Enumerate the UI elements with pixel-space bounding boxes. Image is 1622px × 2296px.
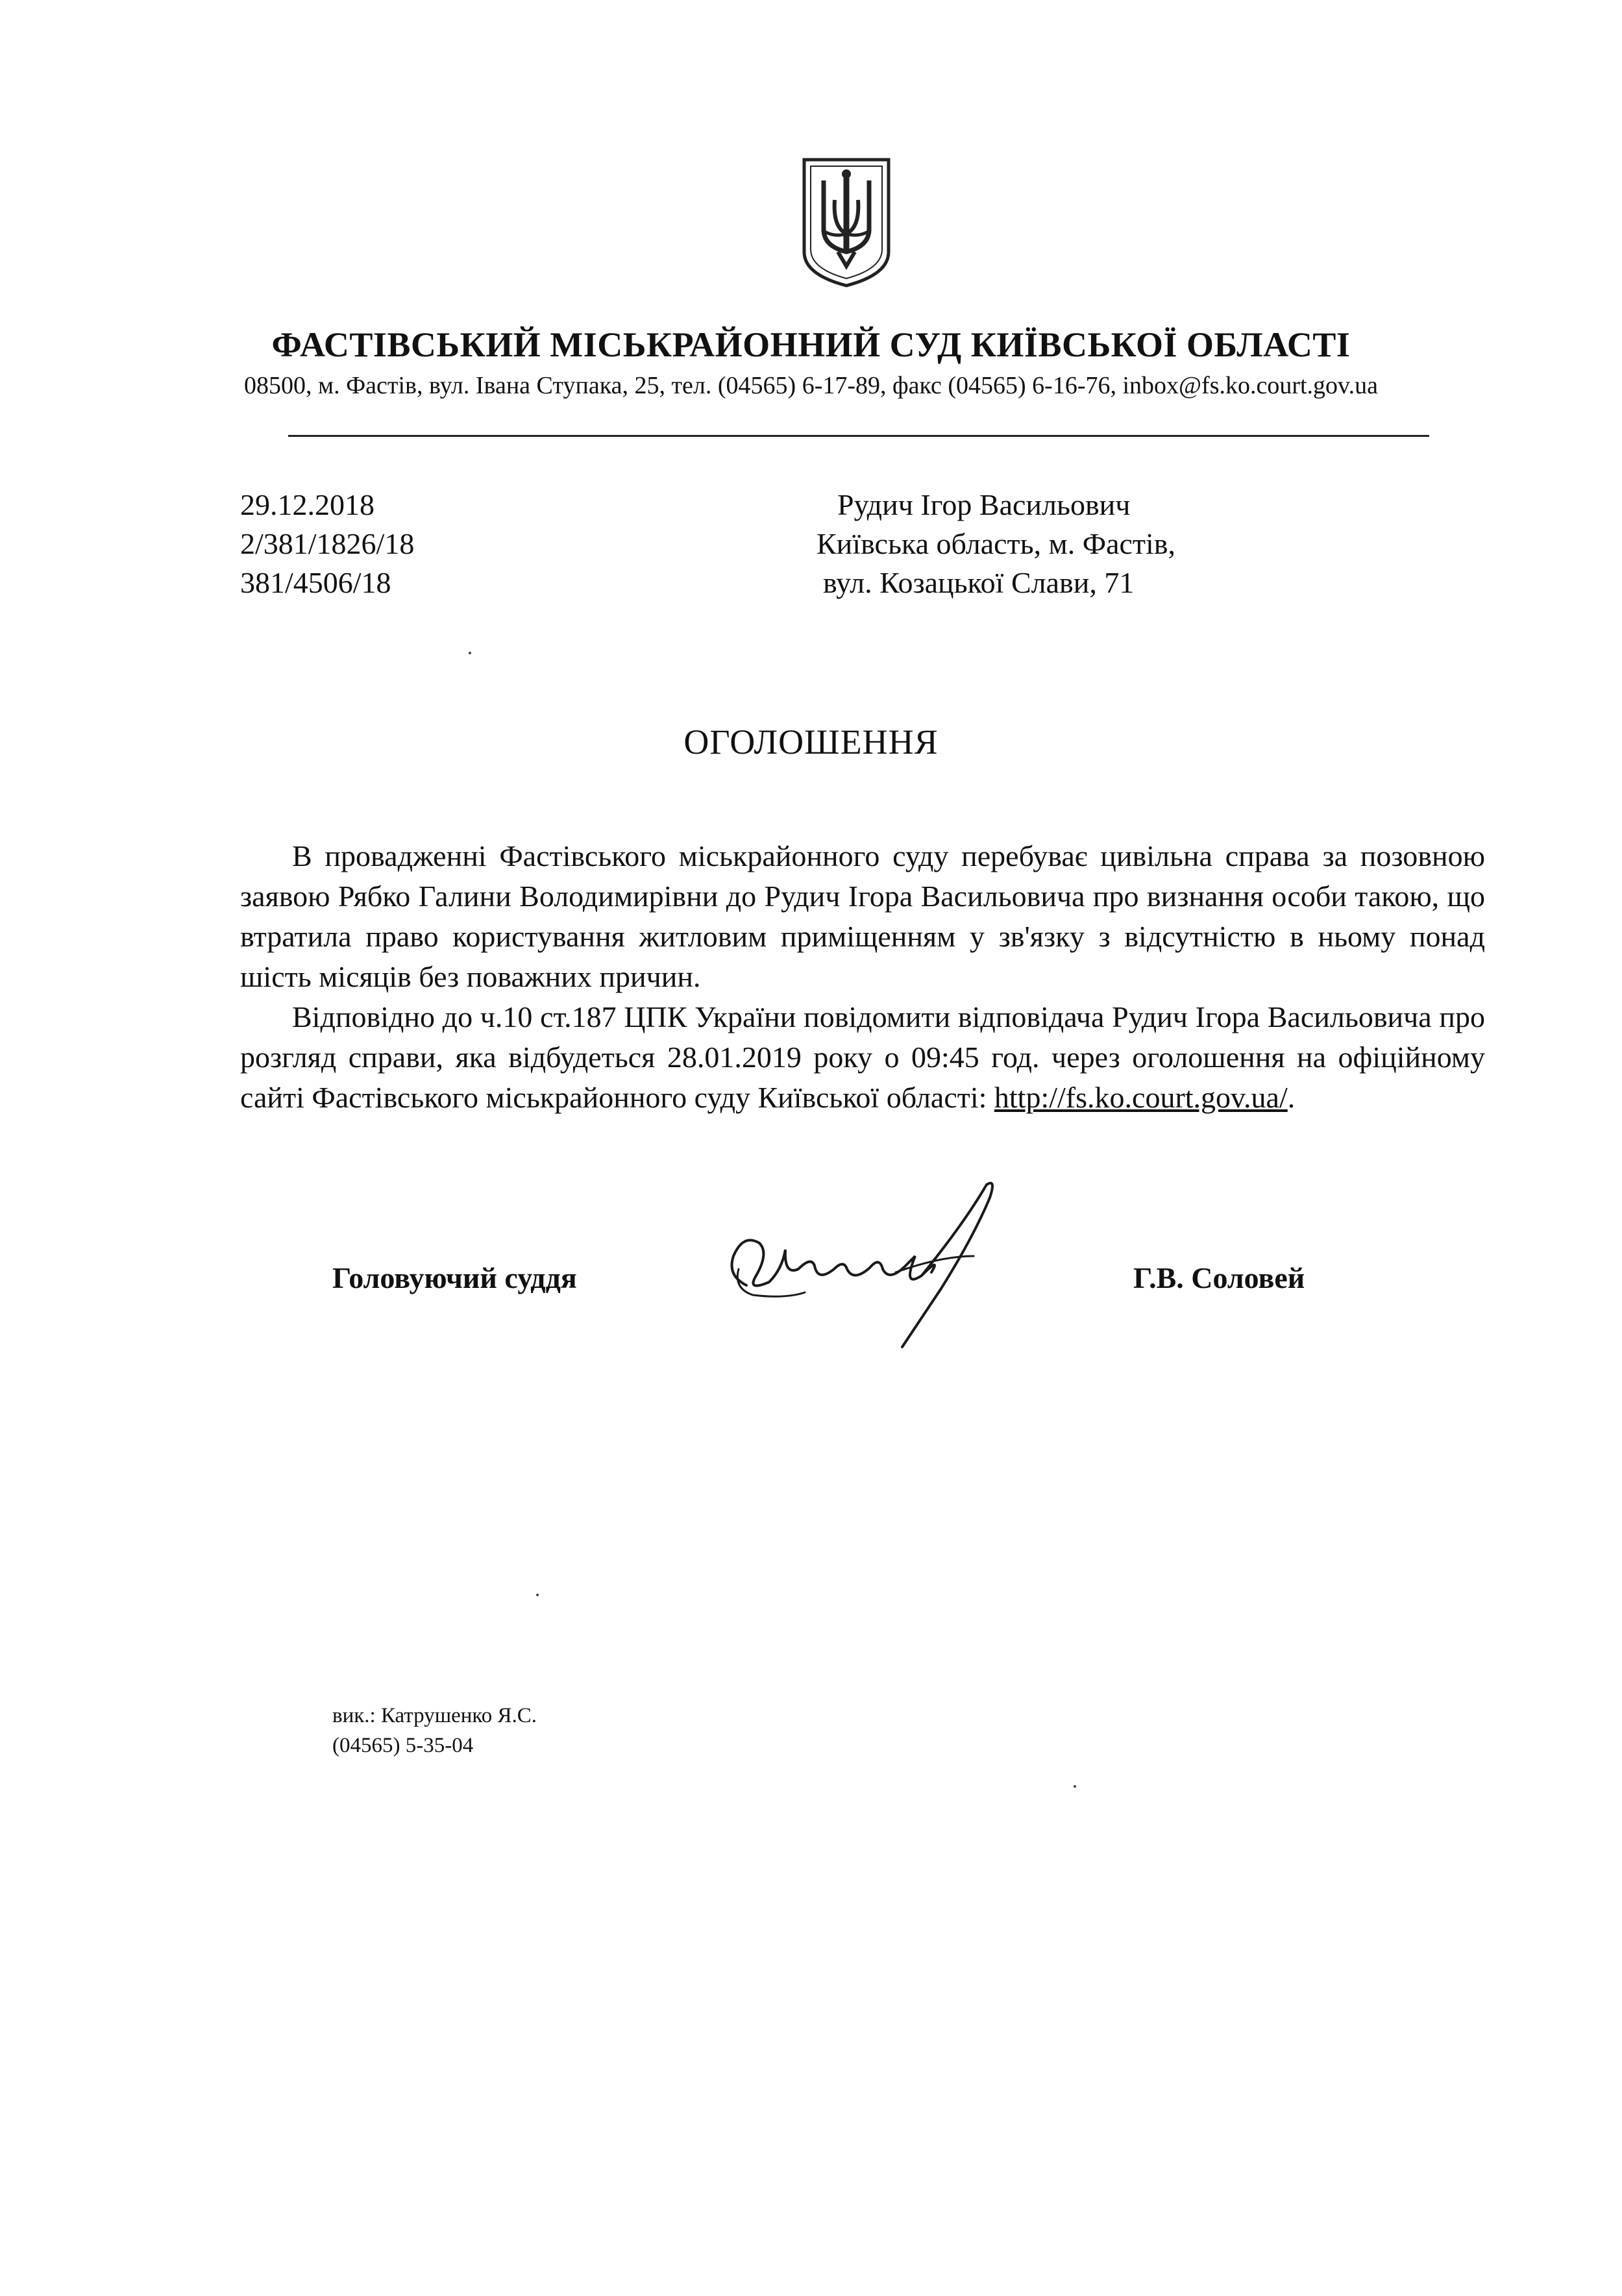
notice-title: ОГОЛОШЕННЯ: [683, 722, 939, 761]
scan-speck: [469, 652, 471, 654]
recipient-street: вул. Козацької Слави, 71: [823, 566, 1135, 599]
notice-body: [240, 836, 1485, 1118]
notice-paragraph: В провадженні Фастівського міськрайонного суду перебуває цивільна справа за позовною заявою Рябко Галини Володимирівни до Рудич Ігора Васильовича про визнання особи такою, що втратила право користування житловим приміщенням у зв'язку з відсутністю в ньому понад шість місяців без поважних причин.: [240, 839, 1485, 993]
notice-paragraph-text: Відповідно до ч.10 ст.187 ЦПК України повідомити відповідача Рудич Ігора Васильовича про розгляд справи, яка відбудеться 28.01.2019 року о 09:45 год. через оголошення на офіційному сайті Фастівського міськрайонного суду Київської області:: [240, 1000, 1485, 1114]
case-number: 2/381/1826/18: [240, 527, 415, 560]
executor-name: вик.: Катрушенко Я.С.: [332, 1704, 537, 1727]
scan-speck: [536, 1594, 539, 1596]
signer-name: Г.В. Соловей: [1133, 1261, 1305, 1294]
court-website-link[interactable]: http://fs.ko.court.gov.ua/: [994, 1081, 1288, 1114]
trident-emblem-icon: [799, 154, 894, 291]
recipient-city: Київська область, м. Фастів,: [817, 527, 1176, 560]
signer-role: Головуючий суддя: [332, 1261, 577, 1294]
executor-phone: (04565) 5-35-04: [332, 1734, 474, 1757]
court-contacts: 08500, м. Фастів, вул. Івана Ступака, 25, тел. (04565) 6-17-89, факс (04565) 6-16-76, inbox@fs.ko.court.gov.ua: [244, 372, 1378, 399]
link-tail: .: [1287, 1081, 1296, 1114]
recipient-block: [817, 486, 1175, 602]
header-divider: [288, 435, 1429, 437]
registry-number: 381/4506/18: [240, 566, 391, 599]
scan-speck: [1074, 1785, 1076, 1788]
court-name-heading: ФАСТІВСЬКИЙ МІСЬКРАЙОННИЙ СУД КИЇВСЬКОЇ ОБЛАСТІ: [271, 325, 1351, 364]
executor-block: [332, 1701, 537, 1760]
recipient-name: Рудич Ігор Васильович: [837, 488, 1131, 521]
notice-paragraph: [240, 997, 1485, 1118]
handwritten-signature: [707, 1178, 1013, 1353]
document-meta: [240, 486, 414, 602]
document-date: 29.12.2018: [240, 488, 375, 521]
